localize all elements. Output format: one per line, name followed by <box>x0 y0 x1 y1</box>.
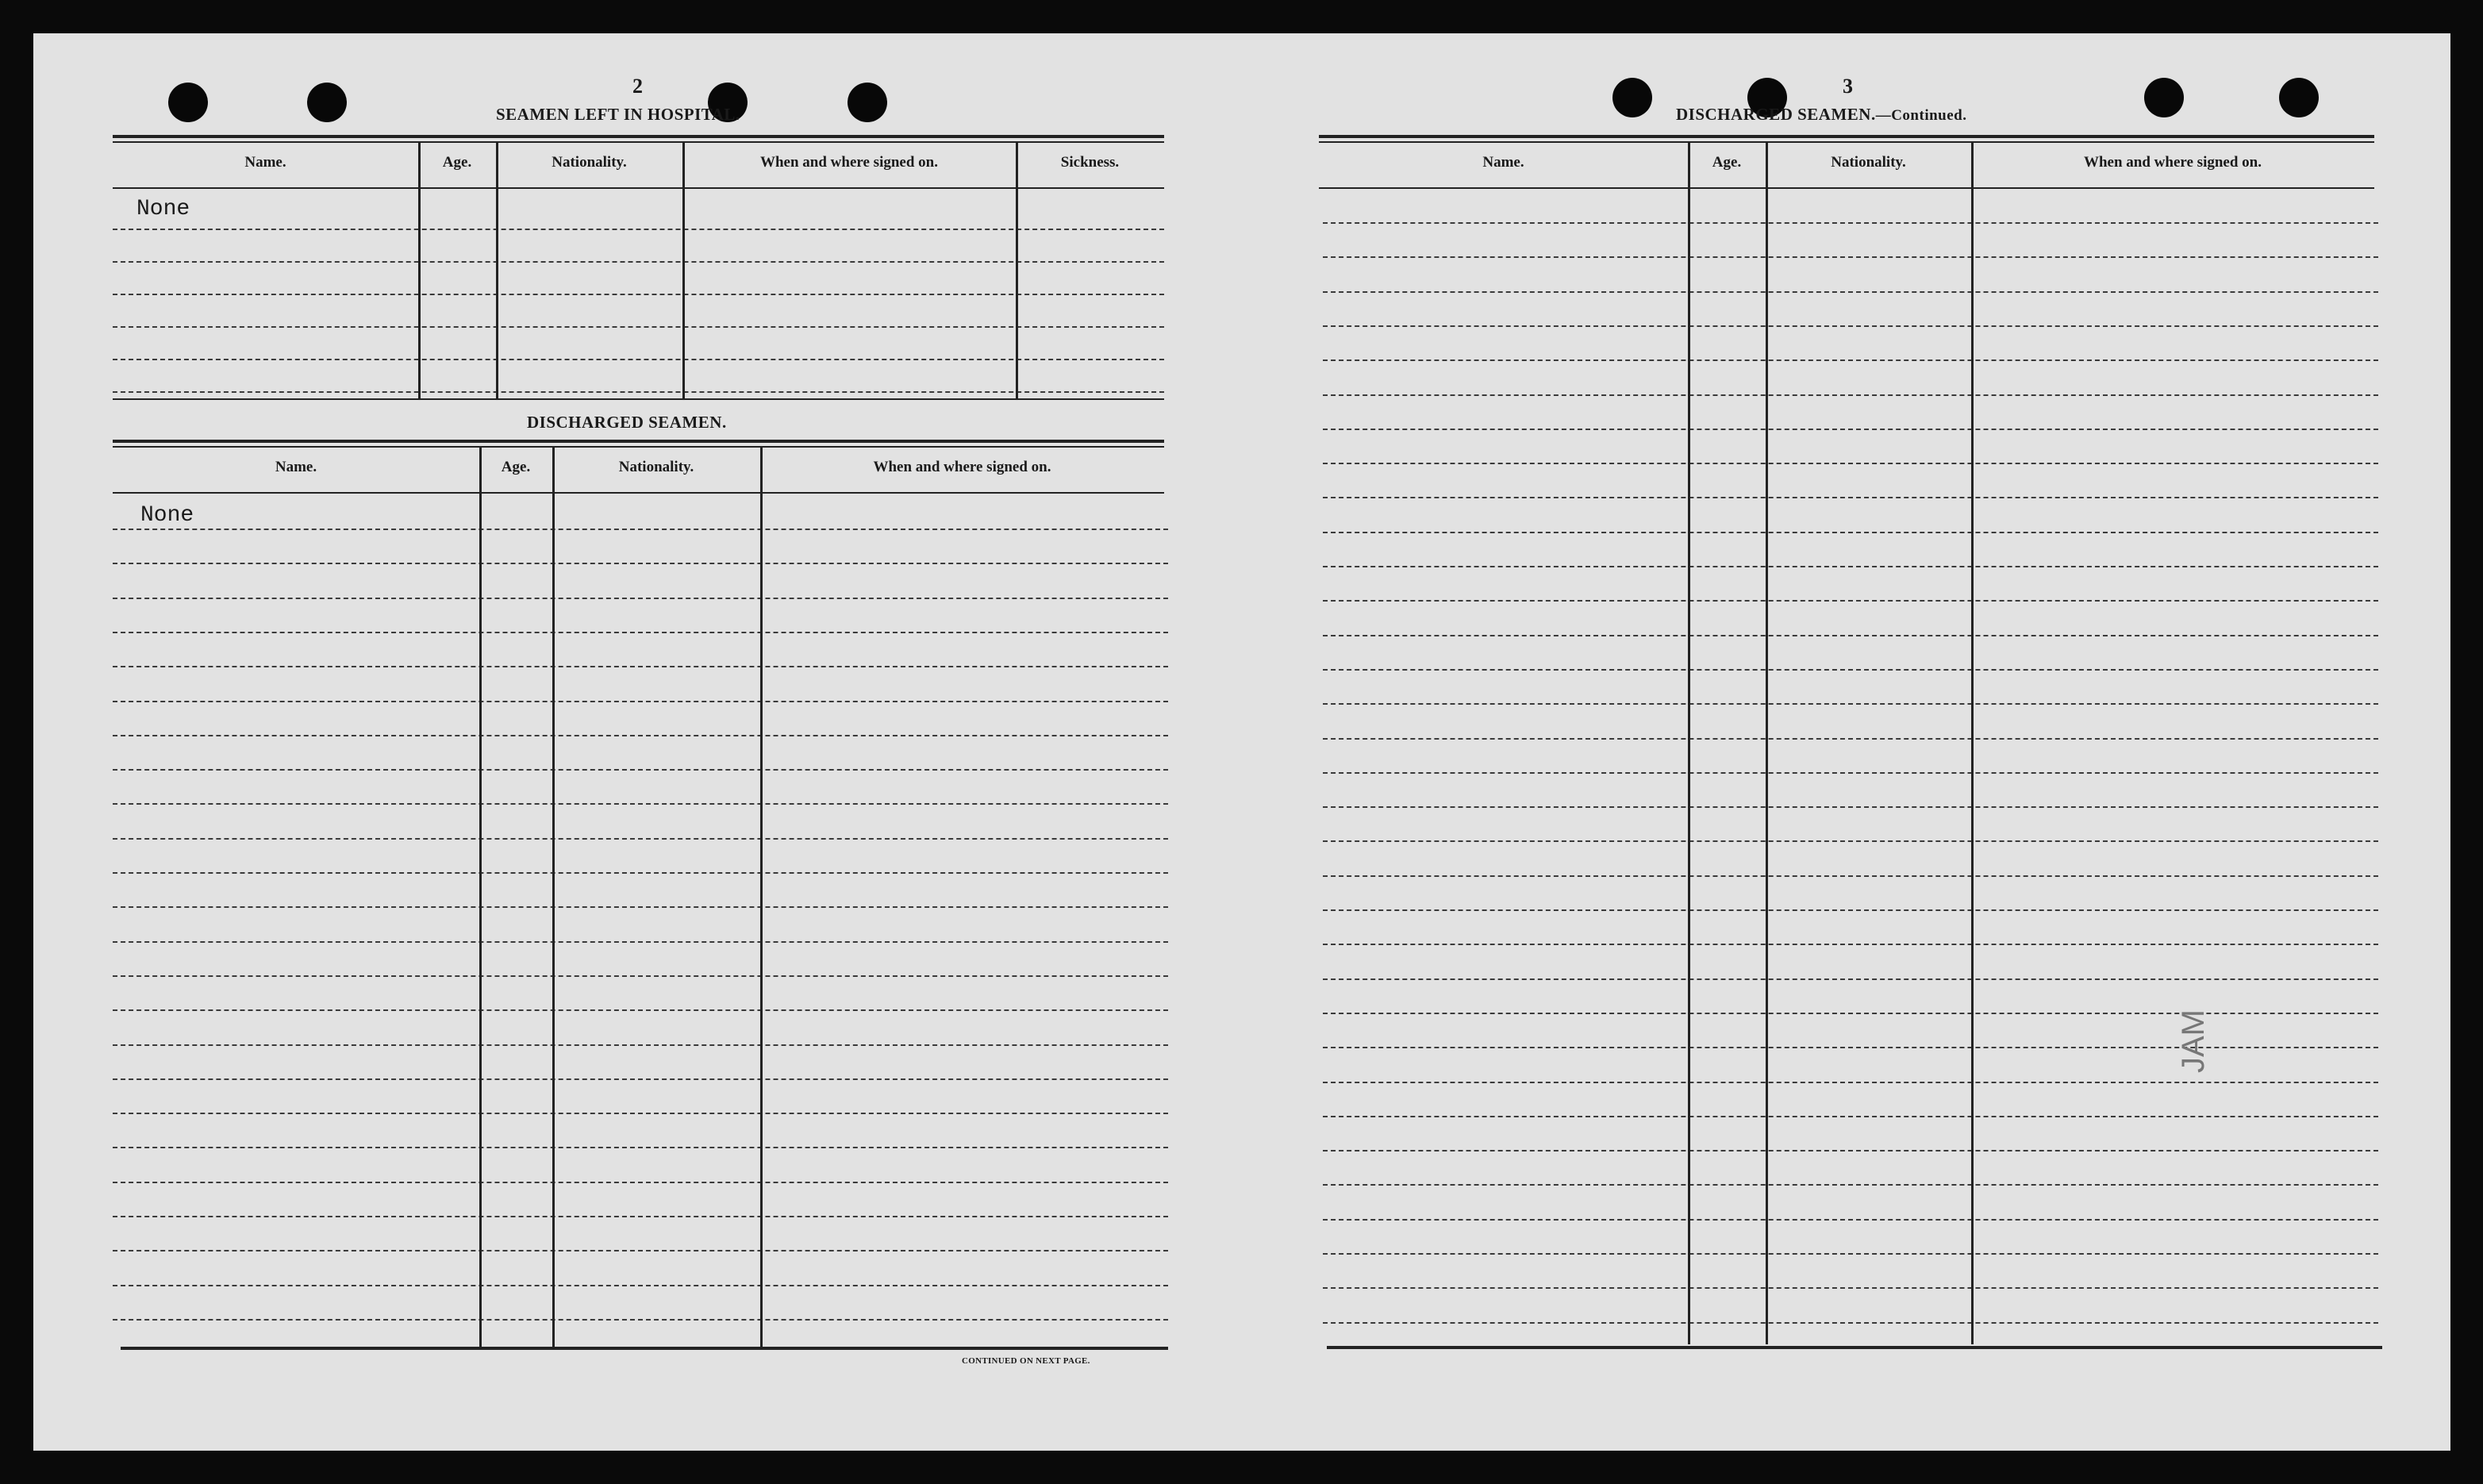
hospital-row-line <box>113 359 1164 360</box>
continued-row-line <box>1323 635 2378 636</box>
discharged-row-line <box>113 666 1168 667</box>
discharged-col-header: Name. <box>275 459 317 475</box>
punch-hole <box>1612 78 1652 117</box>
discharged-table-bottom-rule <box>121 1347 1168 1350</box>
discharged-row-line <box>113 1285 1168 1286</box>
punch-hole <box>848 83 887 122</box>
continued-row-line <box>1323 944 2378 945</box>
continued-header-rule <box>1319 187 2374 189</box>
continued-column-divider <box>1971 143 1974 1344</box>
hospital-column-divider <box>496 143 498 400</box>
continued-col-header: Nationality. <box>1831 154 1906 171</box>
hospital-row-line <box>113 294 1164 295</box>
continued-row-line <box>1323 875 2378 877</box>
continued-title-main: DISCHARGED SEAMEN. <box>1676 105 1876 124</box>
continued-row-line <box>1323 1013 2378 1014</box>
hospital-row-line <box>113 391 1164 393</box>
discharged-row-line <box>113 1250 1168 1251</box>
continued-row-line <box>1323 532 2378 533</box>
continued-row-line <box>1323 1219 2378 1221</box>
continued-row-line <box>1323 359 2378 361</box>
hospital-entry-none: None <box>136 197 190 221</box>
continued-row-line <box>1323 1150 2378 1151</box>
continued-column-divider <box>1766 143 1768 1344</box>
continued-col-header: Age. <box>1712 154 1742 171</box>
discharged-section-title: DISCHARGED SEAMEN. <box>527 413 727 432</box>
discharged-row-line <box>113 632 1168 633</box>
discharged-row-line <box>113 1044 1168 1046</box>
hospital-table-top-rule <box>113 135 1164 138</box>
continued-row-line <box>1323 429 2378 430</box>
continued-row-line <box>1323 909 2378 911</box>
discharged-column-divider <box>552 448 555 1347</box>
discharged-row-line <box>113 735 1168 736</box>
discharged-row-line <box>113 1009 1168 1011</box>
discharged-table-top-rule <box>113 440 1164 443</box>
discharged-header-rule <box>113 492 1164 494</box>
punch-hole <box>2144 78 2184 117</box>
discharged-col-header: Age. <box>501 459 531 475</box>
continued-row-line <box>1323 566 2378 567</box>
hospital-column-divider <box>682 143 685 400</box>
page-number-right: 3 <box>1843 75 1853 98</box>
discharged-row-line <box>113 1182 1168 1183</box>
continued-row-line <box>1323 840 2378 842</box>
continued-row-line <box>1323 738 2378 740</box>
discharged-row-line <box>113 1147 1168 1148</box>
continued-note: CONTINUED ON NEXT PAGE. <box>962 1356 1090 1366</box>
received-stamp: JAM <box>2176 1009 2211 1073</box>
continued-col-header: Name. <box>1482 154 1524 171</box>
continued-row-line <box>1323 256 2378 258</box>
continued-table-top-rule <box>1319 135 2374 138</box>
continued-section-title <box>1676 105 1966 125</box>
continued-row-line <box>1323 703 2378 705</box>
hospital-row-line <box>113 326 1164 328</box>
hospital-column-divider <box>418 143 421 400</box>
continued-row-line <box>1323 463 2378 464</box>
document-sheet <box>33 33 2450 1451</box>
hospital-table-bottom-rule <box>113 398 1164 400</box>
discharged-column-divider <box>760 448 763 1347</box>
continued-row-line <box>1323 497 2378 498</box>
discharged-row-line <box>113 529 1168 530</box>
discharged-row-line <box>113 563 1168 564</box>
hospital-section-title: SEAMEN LEFT IN HOSPITAL. <box>496 105 740 124</box>
discharged-row-line <box>113 941 1168 943</box>
discharged-row-line <box>113 838 1168 840</box>
continued-row-line <box>1323 222 2378 224</box>
continued-row-line <box>1323 1047 2378 1048</box>
hospital-col-header: Sickness. <box>1060 154 1120 171</box>
discharged-col-header: When and where signed on. <box>873 459 1051 475</box>
continued-row-line <box>1323 1116 2378 1117</box>
continued-row-line <box>1323 669 2378 671</box>
continued-col-header: When and where signed on. <box>2083 154 2262 171</box>
discharged-row-line <box>113 701 1168 702</box>
hospital-row-line <box>113 261 1164 263</box>
punch-hole <box>168 83 208 122</box>
discharged-row-line <box>113 906 1168 908</box>
hospital-row-line <box>113 229 1164 230</box>
continued-row-line <box>1323 394 2378 396</box>
continued-table-bottom-rule <box>1327 1346 2382 1349</box>
continued-row-line <box>1323 772 2378 774</box>
discharged-row-line <box>113 872 1168 874</box>
discharged-row-line <box>113 769 1168 771</box>
continued-row-line <box>1323 1184 2378 1186</box>
discharged-table-top-rule <box>113 446 1164 448</box>
punch-hole <box>307 83 347 122</box>
page-number-left: 2 <box>632 75 643 98</box>
hospital-column-divider <box>1016 143 1018 400</box>
continued-row-line <box>1323 806 2378 808</box>
continued-row-line <box>1323 325 2378 327</box>
continued-row-line <box>1323 1287 2378 1289</box>
hospital-header-rule <box>113 187 1164 189</box>
discharged-column-divider <box>479 448 482 1347</box>
continued-title-suffix: —Continued. <box>1875 107 1967 124</box>
hospital-col-header: Age. <box>442 154 472 171</box>
discharged-row-line <box>113 1319 1168 1321</box>
continued-row-line <box>1323 1253 2378 1255</box>
hospital-table-top-rule <box>113 141 1164 143</box>
hospital-col-header: Nationality. <box>552 154 627 171</box>
continued-row-line <box>1323 291 2378 293</box>
continued-row-line <box>1323 600 2378 602</box>
discharged-row-line <box>113 1216 1168 1217</box>
discharged-entry-none: None <box>140 503 194 528</box>
discharged-row-line <box>113 975 1168 977</box>
continued-row-line <box>1323 1082 2378 1083</box>
continued-row-line <box>1323 1322 2378 1324</box>
continued-row-line <box>1323 978 2378 980</box>
hospital-col-header: When and where signed on. <box>759 154 938 171</box>
discharged-row-line <box>113 803 1168 805</box>
discharged-row-line <box>113 598 1168 599</box>
discharged-col-header: Nationality. <box>618 459 694 475</box>
punch-hole <box>2279 78 2319 117</box>
continued-table-top-rule <box>1319 141 2374 143</box>
discharged-row-line <box>113 1078 1168 1080</box>
hospital-col-header: Name. <box>244 154 286 171</box>
discharged-row-line <box>113 1113 1168 1114</box>
continued-column-divider <box>1688 143 1690 1344</box>
